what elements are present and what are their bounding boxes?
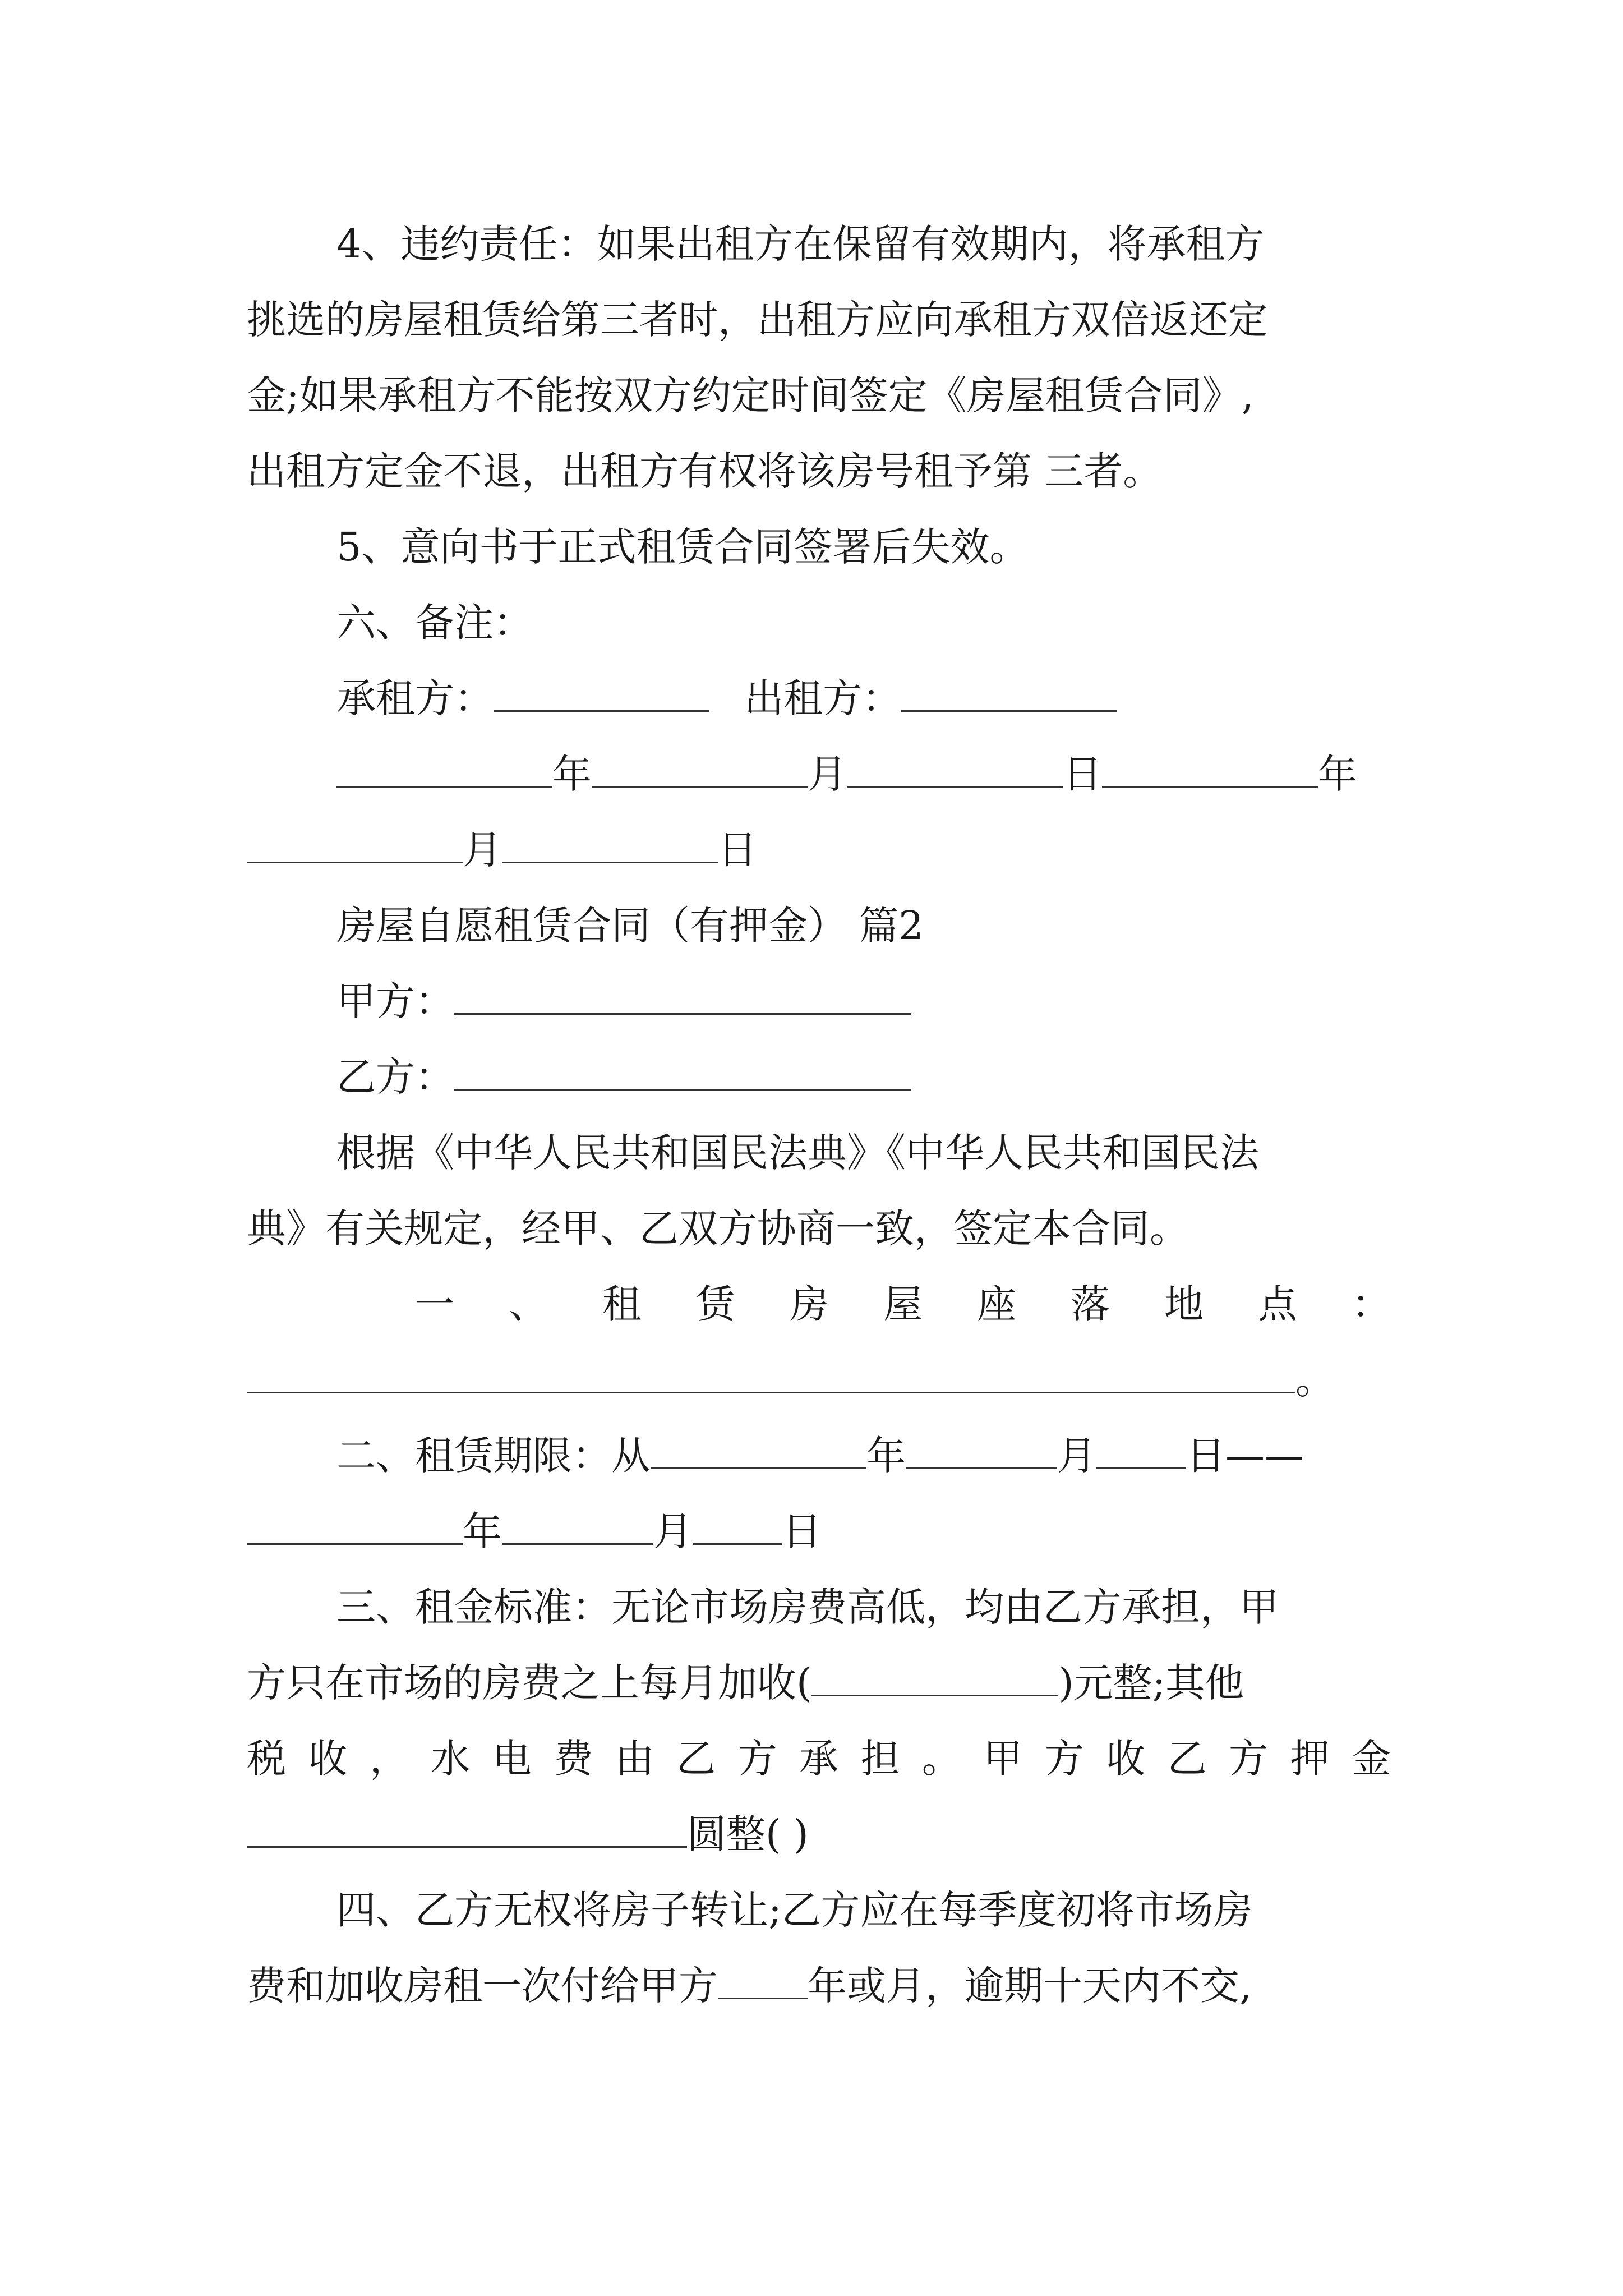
basis-line-1: 根据《中华人民共和国民法典》《中华人民共和国民法 xyxy=(336,1130,1259,1176)
rent-line-2 xyxy=(247,1655,1391,1711)
period-dash: —— xyxy=(1225,1433,1304,1479)
day-unit: 日 xyxy=(1063,751,1102,797)
clause-4-line-4: 出租方定金不退，出租方有权将该房号租予第 三者。 xyxy=(247,448,1163,494)
year-blank[interactable] xyxy=(336,751,552,788)
location-heading xyxy=(247,1276,1391,1332)
rent-char: 方 xyxy=(737,1736,777,1782)
rent-char: 。 xyxy=(921,1736,961,1782)
clause-four-text-b: 年或月，逾期十天内不交, xyxy=(808,1963,1252,2009)
rent-char: 方 xyxy=(1044,1736,1084,1782)
period-start-day-blank[interactable] xyxy=(1096,1433,1186,1469)
period-start-year-blank[interactable] xyxy=(651,1433,866,1469)
year-unit: 年 xyxy=(552,751,592,797)
rent-char: 乙 xyxy=(1167,1736,1207,1782)
deposit-text: 圆整( ) xyxy=(687,1811,809,1857)
remark-heading: 六、备注： xyxy=(336,600,533,646)
rent-char: 费 xyxy=(554,1736,593,1782)
period-line-1 xyxy=(247,1428,1391,1484)
rent-line-1: 三、租金标准：无论市场房费高低，均由乙方承担，甲 xyxy=(336,1584,1279,1630)
month-blank-2[interactable] xyxy=(247,827,463,863)
rent-text-b: )元整;其他 xyxy=(1058,1660,1244,1706)
period-label: 二、租赁期限：从 xyxy=(336,1433,651,1479)
location-char: 地 xyxy=(1164,1281,1204,1327)
rent-text-a: 方只在市场的房费之上每月加收( xyxy=(247,1660,812,1706)
tenant-label: 承租方： xyxy=(336,675,494,721)
payment-period-blank[interactable] xyxy=(718,1963,808,1999)
party-b-label: 乙方： xyxy=(336,1054,454,1100)
rent-char: 由 xyxy=(615,1736,654,1782)
clause-4-line-2: 挑选的房屋租赁给第三者时，出租方应向承租方双倍返还定 xyxy=(247,297,1267,343)
rent-char: 收 xyxy=(1106,1736,1146,1782)
rent-char: 收 xyxy=(308,1736,348,1782)
rent-char: 甲 xyxy=(983,1736,1023,1782)
day-blank[interactable] xyxy=(847,751,1063,788)
month-blank[interactable] xyxy=(592,751,808,788)
tenant-blank[interactable] xyxy=(494,675,709,712)
period-start-month-blank[interactable] xyxy=(906,1433,1057,1469)
rent-char: 方 xyxy=(1229,1736,1268,1782)
rent-char: 水 xyxy=(431,1736,471,1782)
rent-char: 税 xyxy=(247,1736,286,1782)
month-unit: 月 xyxy=(653,1508,693,1554)
signature-line xyxy=(247,670,1391,726)
clause-four-line-1: 四、乙方无权将房子转让;乙方应在每季度初将市场房 xyxy=(336,1887,1253,1933)
clause-four-line-2 xyxy=(247,1958,1391,2014)
location-char: 点 xyxy=(1258,1281,1297,1327)
day-unit-2: 日 xyxy=(718,827,757,873)
rent-char: 担 xyxy=(860,1736,900,1782)
location-char: 、 xyxy=(509,1281,548,1327)
clause-5: 5、意向书于正式租赁合同签署后失效。 xyxy=(336,524,1029,570)
rent-line-4 xyxy=(247,1806,1391,1862)
rent-char: ， xyxy=(369,1736,409,1782)
location-char: 一 xyxy=(415,1281,454,1327)
location-end: 。 xyxy=(1295,1357,1335,1403)
party-b-blank[interactable] xyxy=(454,1054,911,1091)
location-char: 赁 xyxy=(696,1281,735,1327)
party-b-line xyxy=(247,1049,1391,1105)
period-end-month-blank[interactable] xyxy=(502,1508,653,1545)
rent-char: 乙 xyxy=(676,1736,716,1782)
location-char: 房 xyxy=(790,1281,829,1327)
year-blank-2[interactable] xyxy=(1102,751,1318,788)
surcharge-blank[interactable] xyxy=(811,1660,1058,1696)
sign-date-line-1 xyxy=(247,746,1391,802)
year-unit: 年 xyxy=(866,1433,906,1479)
party-a-blank[interactable] xyxy=(454,978,911,1015)
rent-char: 金 xyxy=(1351,1736,1391,1782)
location-blank[interactable] xyxy=(247,1357,1295,1393)
sign-date-line-2 xyxy=(247,822,1391,878)
landlord-label: 出租方： xyxy=(744,675,902,721)
landlord-blank[interactable] xyxy=(901,675,1117,712)
rent-char: 承 xyxy=(799,1736,838,1782)
month-unit-2: 月 xyxy=(463,827,502,873)
clause-4-line-1: 4、违约责任：如果出租方在保留有效期内，将承租方 xyxy=(336,221,1265,267)
year-unit: 年 xyxy=(463,1508,502,1554)
location-line xyxy=(247,1352,1391,1408)
period-line-2 xyxy=(247,1503,1391,1559)
location-char: 屋 xyxy=(883,1281,923,1327)
deposit-blank[interactable] xyxy=(247,1811,687,1848)
month-unit: 月 xyxy=(1057,1433,1096,1479)
clause-four-text-a: 费和加收房租一次付给甲方 xyxy=(247,1963,718,2009)
basis-line-2: 典》有关规定，经甲、乙双方协商一致，签定本合同。 xyxy=(247,1205,1189,1251)
party-a-label: 甲方： xyxy=(336,978,454,1024)
day-blank-2[interactable] xyxy=(502,827,718,863)
period-end-year-blank[interactable] xyxy=(247,1508,463,1545)
rent-char: 押 xyxy=(1290,1736,1330,1782)
location-char: 落 xyxy=(1071,1281,1110,1327)
rent-line-3 xyxy=(247,1731,1391,1787)
year-unit-2: 年 xyxy=(1318,751,1357,797)
rent-char: 电 xyxy=(492,1736,532,1782)
clause-4-line-3: 金;如果承租方不能按双方约定时间签定《房屋租赁合同》, xyxy=(247,372,1254,418)
day-unit: 日 xyxy=(1186,1433,1225,1479)
party-a-line xyxy=(247,973,1391,1029)
location-char: ： xyxy=(1352,1281,1391,1327)
location-char: 租 xyxy=(602,1281,642,1327)
period-end-day-blank[interactable] xyxy=(693,1508,782,1545)
day-unit: 日 xyxy=(782,1508,822,1554)
contract-2-title: 房屋自愿租赁合同（有押金） 篇2 xyxy=(336,903,924,949)
location-char: 座 xyxy=(977,1281,1016,1327)
month-unit: 月 xyxy=(808,751,847,797)
